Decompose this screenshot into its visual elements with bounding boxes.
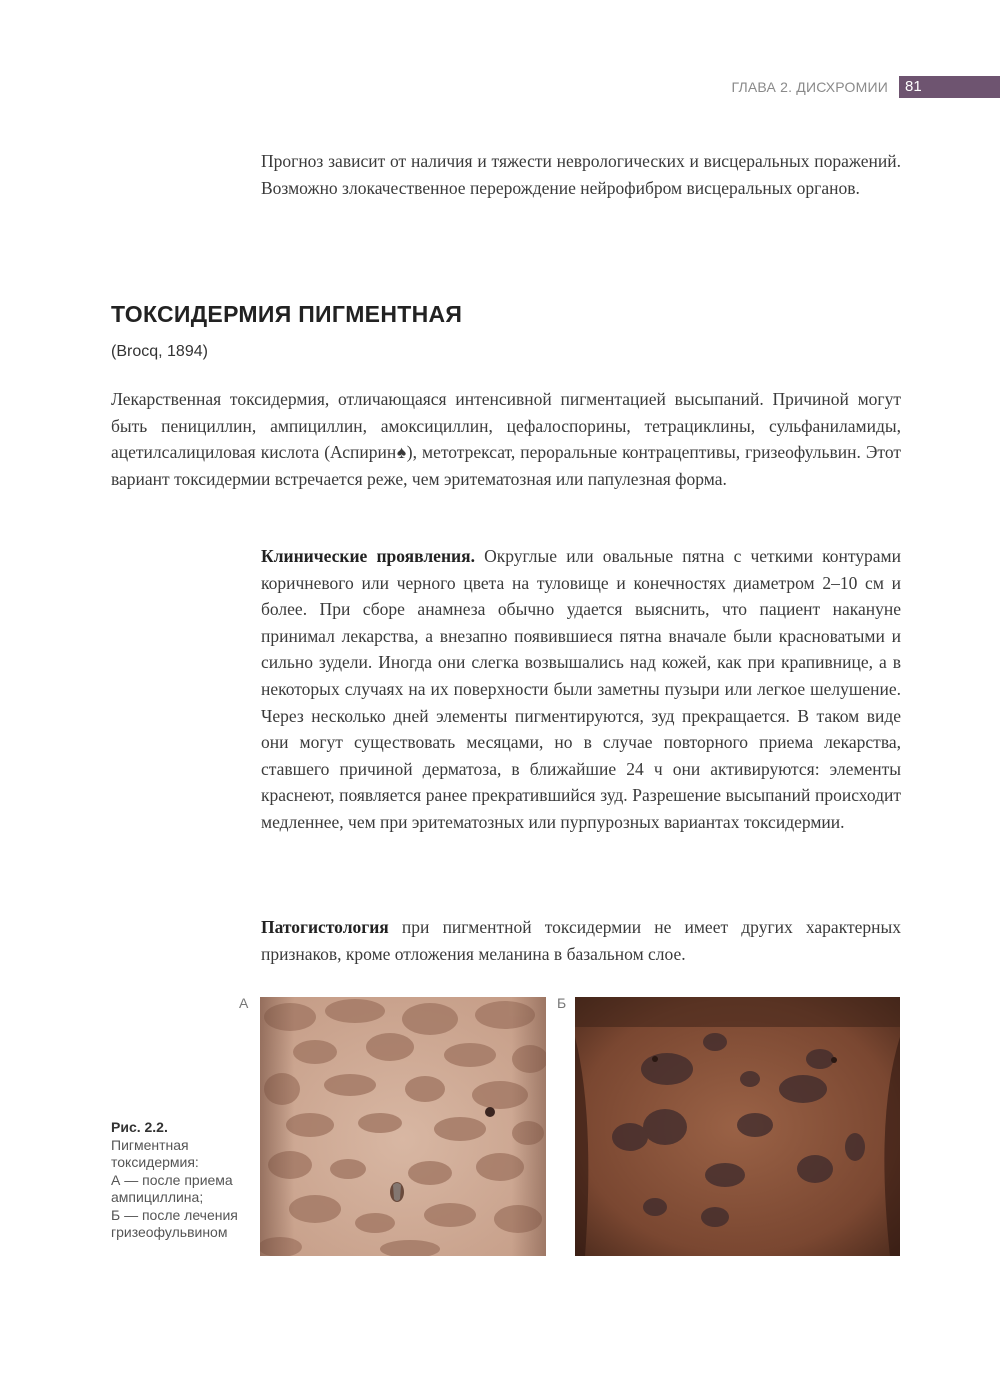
- caption-line: Б — после лечения гризеофульвином: [111, 1206, 238, 1240]
- figure-letter-a: А: [239, 995, 249, 1011]
- patho-label: Патогистология: [261, 917, 389, 937]
- figure-caption: [111, 1119, 251, 1242]
- caption-label: Рис. 2.2.: [111, 1119, 168, 1135]
- caption-line: А — после приема ампициллина;: [111, 1171, 233, 1205]
- pathohistology-paragraph: [261, 914, 901, 967]
- chapter-title: ГЛАВА 2. ДИСХРОМИИ: [731, 79, 888, 95]
- running-head: [0, 76, 1000, 98]
- caption-line: Пигментная токсидермия:: [111, 1136, 199, 1170]
- clinical-paragraph: [261, 543, 901, 836]
- prognosis-paragraph: Прогноз зависит от наличия и тяжести неврологических и висцеральных поражений. Возможно злокачественное перерождение нейрофибром висцеральных органов.: [261, 151, 901, 198]
- photo-a-ampicillin: [260, 997, 546, 1256]
- page-number-bar: [899, 76, 1000, 98]
- photo-b-griseofulvin: [575, 997, 900, 1256]
- clinical-text: Округлые или овальные пятна с четкими контурами коричневого или черного цвета на туловище и конечностях диаметром 2–10 см и более. При сборе анамнеза обычно удается выяснить, что пациент накануне принимал лекарства, а внезапно появившиеся пятна вначале были красноватыми и сильно зудели. Иногда они слегка возвышались над кожей, как при крапивнице, а в некоторых случаях на их поверхности были заметны пузыри или легкое шелушение. Через несколько дней элементы пигментируются, зуд прекращается. В таком виде они могут существовать месяцами, но в случае повторного приема лекарства, ставшего причиной дерматоза, в ближайшие 24 ч они активируются: элементы краснеют, появляется ранее прекратившийся зуд. Разрешение высыпаний происходит медленнее, чем при эритематозных или пурпурозных вариантах токсидермии.: [261, 546, 901, 832]
- section-author: (Brocq, 1894): [111, 343, 208, 360]
- patho-text: при пигментной токсидермии не имеет других характерных признаков, кроме отложения меланина в базальном слое.: [261, 917, 901, 964]
- figure-letter-b: Б: [557, 995, 567, 1011]
- section-title: ТОКСИДЕРМИЯ ПИГМЕНТНАЯ: [111, 301, 463, 327]
- intro-paragraph: Лекарственная токсидермия, отличающаяся интенсивной пигментацией высыпаний. Причиной могут быть пенициллин, ампициллин, амоксициллин, цефалоспорины, тетрациклины, сульфаниламиды, ацетилсалициловая кислота (Аспирин♠), метотрексат, пероральные контрацептивы, гризеофульвин. Этот вариант токсидермии встречается реже, чем эритематозная или папулезная форма.: [111, 389, 901, 489]
- page-number: 81: [905, 78, 922, 95]
- clinical-label: Клинические проявления.: [261, 546, 475, 566]
